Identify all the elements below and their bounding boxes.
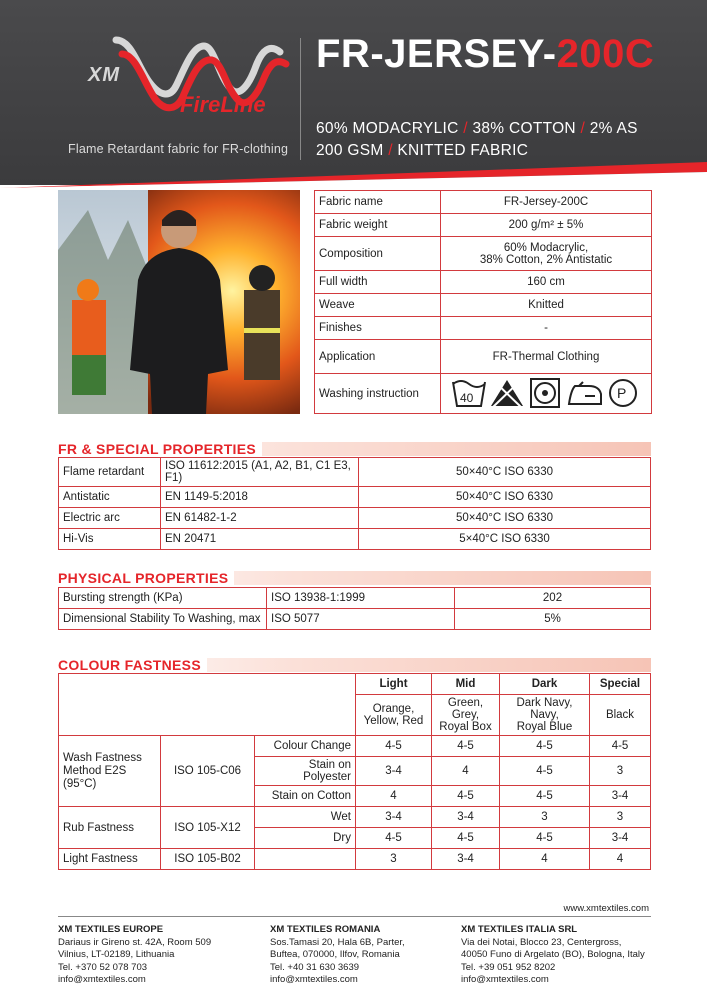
shade-cell: [500, 695, 590, 736]
spec-part: 2% AS: [589, 120, 638, 137]
slash-separator: /: [388, 142, 393, 159]
table-row: [315, 294, 652, 317]
test-name: Rub Fastness: [59, 807, 161, 849]
test-name-line: Method E2S (95°C): [63, 764, 127, 790]
spec-key: Weave: [315, 294, 441, 317]
property-standard: EN 61482-1-2: [161, 508, 359, 529]
header-divider: [300, 38, 301, 160]
property-wash: 5×40°C ISO 6330: [359, 529, 651, 550]
grade-cell: 3-4: [590, 786, 651, 807]
spec-value: [441, 237, 652, 271]
table-row: [59, 736, 651, 757]
iron-icon: [569, 382, 601, 404]
grade-cell: 4-5: [432, 786, 500, 807]
table-row: [59, 588, 651, 609]
shade-line: Royal Box: [439, 721, 492, 733]
spec-key: Fabric name: [315, 191, 441, 214]
spec-key: Washing instruction: [315, 374, 441, 414]
heading-text: COLOUR FASTNESS: [58, 657, 207, 673]
grade-cell: 4-5: [500, 736, 590, 757]
grade-cell: 3-4: [356, 757, 432, 786]
test-sub-label: Stain on Polyester: [255, 757, 356, 786]
company-name: XM TEXTILES ROMANIA: [270, 924, 381, 935]
company-email[interactable]: info@xmtextiles.com: [461, 974, 549, 985]
test-name: Light Fastness: [59, 849, 161, 870]
test-standard: ISO 105-B02: [161, 849, 255, 870]
column-header: Light: [356, 674, 432, 695]
svg-text:P: P: [617, 385, 627, 401]
table-row: [59, 458, 651, 487]
property-name: Electric arc: [59, 508, 161, 529]
grade-cell: 4-5: [356, 736, 432, 757]
grade-cell: 4-5: [590, 736, 651, 757]
composition-line-1: 60% Modacrylic,: [503, 241, 589, 254]
shade-cell: Black: [590, 695, 651, 736]
company-email[interactable]: info@xmtextiles.com: [58, 974, 146, 985]
logo-fireline-text: FireLine: [180, 92, 266, 117]
grade-cell: 3-4: [356, 807, 432, 828]
column-header: Dark: [500, 674, 590, 695]
spec-part: KNITTED FABRIC: [397, 142, 529, 159]
company-city: 40050 Funo di Argelato (BO), Bologna, Italy: [461, 949, 645, 960]
logo-xm-text: XM: [88, 64, 120, 86]
test-name: [59, 736, 161, 807]
grade-cell: 3-4: [432, 849, 500, 870]
page-title: [316, 32, 654, 77]
company-phone: Tel. +40 31 630 3639: [270, 961, 360, 973]
dry-clean-p-icon: [610, 380, 636, 406]
property-wash: 50×40°C ISO 6330: [359, 508, 651, 529]
xm-fireline-logo: [80, 28, 290, 128]
company-city: Vilnius, LT-02189, Lithuania: [58, 949, 175, 960]
grade-cell: 3-4: [590, 828, 651, 849]
composition-line-2: 38% Cotton, 2% Antistatic: [479, 253, 613, 266]
product-photo: [58, 190, 300, 414]
title-accent: 200C: [556, 32, 655, 76]
table-row: [315, 191, 652, 214]
spec-value: Knitted: [441, 294, 652, 317]
table-row: [59, 674, 651, 695]
company-city: Buftea, 070000, Ilfov, Romania: [270, 949, 400, 960]
property-standard: ISO 5077: [267, 609, 455, 630]
spec-part: 60% MODACRYLIC: [316, 120, 459, 137]
physical-section-heading: [58, 571, 651, 585]
company-europe: [58, 924, 211, 987]
table-row: [59, 487, 651, 508]
spec-key: Fabric weight: [315, 214, 441, 237]
spec-value: 200 g/m² ± 5%: [441, 214, 652, 237]
property-value: 202: [455, 588, 651, 609]
table-row: [315, 317, 652, 340]
website-link[interactable]: www.xmtextiles.com: [563, 903, 649, 914]
company-italia: [461, 924, 645, 987]
shade-line: Orange,: [372, 703, 415, 715]
property-name: Antistatic: [59, 487, 161, 508]
spec-part: 38% COTTON: [472, 120, 576, 137]
grade-cell: 4-5: [432, 736, 500, 757]
slash-separator: /: [580, 120, 586, 137]
company-email[interactable]: info@xmtextiles.com: [270, 974, 358, 985]
fr-section-heading: [58, 442, 651, 456]
company-address: Sos.Tamasi 20, Hala 6B, Parter,: [270, 936, 405, 948]
company-address: Dariaus ir Gireno st. 42A, Room 509: [58, 936, 212, 948]
fr-properties-table: [58, 457, 651, 550]
company-name: XM TEXTILES ITALIA SRL: [461, 924, 578, 935]
test-sub-label: Dry: [255, 828, 356, 849]
tumble-dry-icon: [531, 379, 559, 407]
no-bleach-icon: [491, 380, 523, 407]
grade-cell: 3: [590, 807, 651, 828]
company-address: Via dei Notai, Blocco 23, Centergross,: [461, 936, 622, 948]
colour-fastness-heading: [58, 658, 651, 672]
test-sub-label: Wet: [255, 807, 356, 828]
table-row: [59, 529, 651, 550]
test-standard: ISO 105-C06: [161, 736, 255, 807]
heading-text: FR & SPECIAL PROPERTIES: [58, 441, 262, 457]
company-name: XM TEXTILES EUROPE: [58, 924, 164, 935]
grade-cell: 4-5: [500, 828, 590, 849]
property-standard: ISO 13938-1:1999: [267, 588, 455, 609]
company-phone: Tel. +370 52 078 703: [58, 961, 148, 973]
spec-key: Finishes: [315, 317, 441, 340]
washing-icons: [441, 374, 652, 414]
grade-cell: 4: [356, 786, 432, 807]
shade-cell: [432, 695, 500, 736]
empty-cell: [255, 849, 356, 870]
washing-symbols: [451, 376, 641, 408]
composition-line: [316, 120, 638, 138]
spec-key: Full width: [315, 271, 441, 294]
grade-cell: 3: [500, 807, 590, 828]
grade-cell: 4: [500, 849, 590, 870]
fabric-spec-table: [314, 190, 652, 414]
company-phone: Tel. +39 051 952 8202: [461, 961, 556, 973]
column-header: Special: [590, 674, 651, 695]
shade-cell: [356, 695, 432, 736]
spec-value: FR-Thermal Clothing: [441, 340, 652, 374]
grade-cell: 3: [356, 849, 432, 870]
table-row: [315, 340, 652, 374]
table-row: [315, 374, 652, 414]
company-romania: [270, 924, 405, 987]
property-standard: EN 20471: [161, 529, 359, 550]
shade-line: Green, Grey,: [447, 697, 484, 721]
property-name: Hi-Vis: [59, 529, 161, 550]
test-name-line: Wash Fastness: [63, 751, 142, 764]
property-wash: 50×40°C ISO 6330: [359, 487, 651, 508]
empty-corner: [59, 674, 356, 736]
grade-cell: 3: [590, 757, 651, 786]
svg-text:40: 40: [460, 391, 474, 405]
grade-cell: 4-5: [500, 786, 590, 807]
shade-line: Royal Blue: [516, 721, 573, 733]
grade-cell: 3-4: [432, 807, 500, 828]
property-value: 5%: [455, 609, 651, 630]
grade-cell: 4: [432, 757, 500, 786]
column-header: Mid: [432, 674, 500, 695]
colour-fastness-table: [58, 673, 651, 870]
wash-40-icon: [453, 381, 485, 406]
property-wash: 50×40°C ISO 6330: [359, 458, 651, 487]
property-name: Dimensional Stability To Washing, max: [59, 609, 267, 630]
test-standard: ISO 105-X12: [161, 807, 255, 849]
test-sub-label: Stain on Cotton: [255, 786, 356, 807]
footer-divider: [58, 916, 651, 917]
spec-value: -: [441, 317, 652, 340]
table-row: [315, 237, 652, 271]
shade-line: Yellow, Red: [363, 715, 424, 727]
grade-cell: 4-5: [500, 757, 590, 786]
red-stripe: [0, 158, 707, 188]
shade-line: Dark Navy, Navy,: [516, 697, 573, 721]
table-row: [315, 271, 652, 294]
slash-separator: /: [463, 120, 468, 137]
table-row: [59, 807, 651, 828]
spec-value: FR-Jersey-200C: [441, 191, 652, 214]
title-main: FR-JERSEY-: [316, 32, 557, 76]
spec-key: Composition: [315, 237, 441, 271]
property-name: Bursting strength (KPa): [59, 588, 267, 609]
table-row: [59, 849, 651, 870]
grade-cell: 4: [590, 849, 651, 870]
property-standard: ISO 11612:2015 (A1, A2, B1, C1 E3, F1): [161, 458, 359, 487]
grade-cell: 4-5: [432, 828, 500, 849]
physical-properties-table: [58, 587, 651, 630]
test-sub-label: Colour Change: [255, 736, 356, 757]
spec-part: 200 GSM: [316, 142, 384, 159]
table-row: [315, 214, 652, 237]
spec-key: Application: [315, 340, 441, 374]
spec-value: 160 cm: [441, 271, 652, 294]
tagline: Flame Retardant fabric for FR-clothing: [68, 142, 289, 156]
property-standard: EN 1149-5:2018: [161, 487, 359, 508]
property-name: Flame retardant: [59, 458, 161, 487]
table-row: [59, 508, 651, 529]
grade-cell: 4-5: [356, 828, 432, 849]
table-row: [59, 609, 651, 630]
heading-text: PHYSICAL PROPERTIES: [58, 570, 234, 586]
